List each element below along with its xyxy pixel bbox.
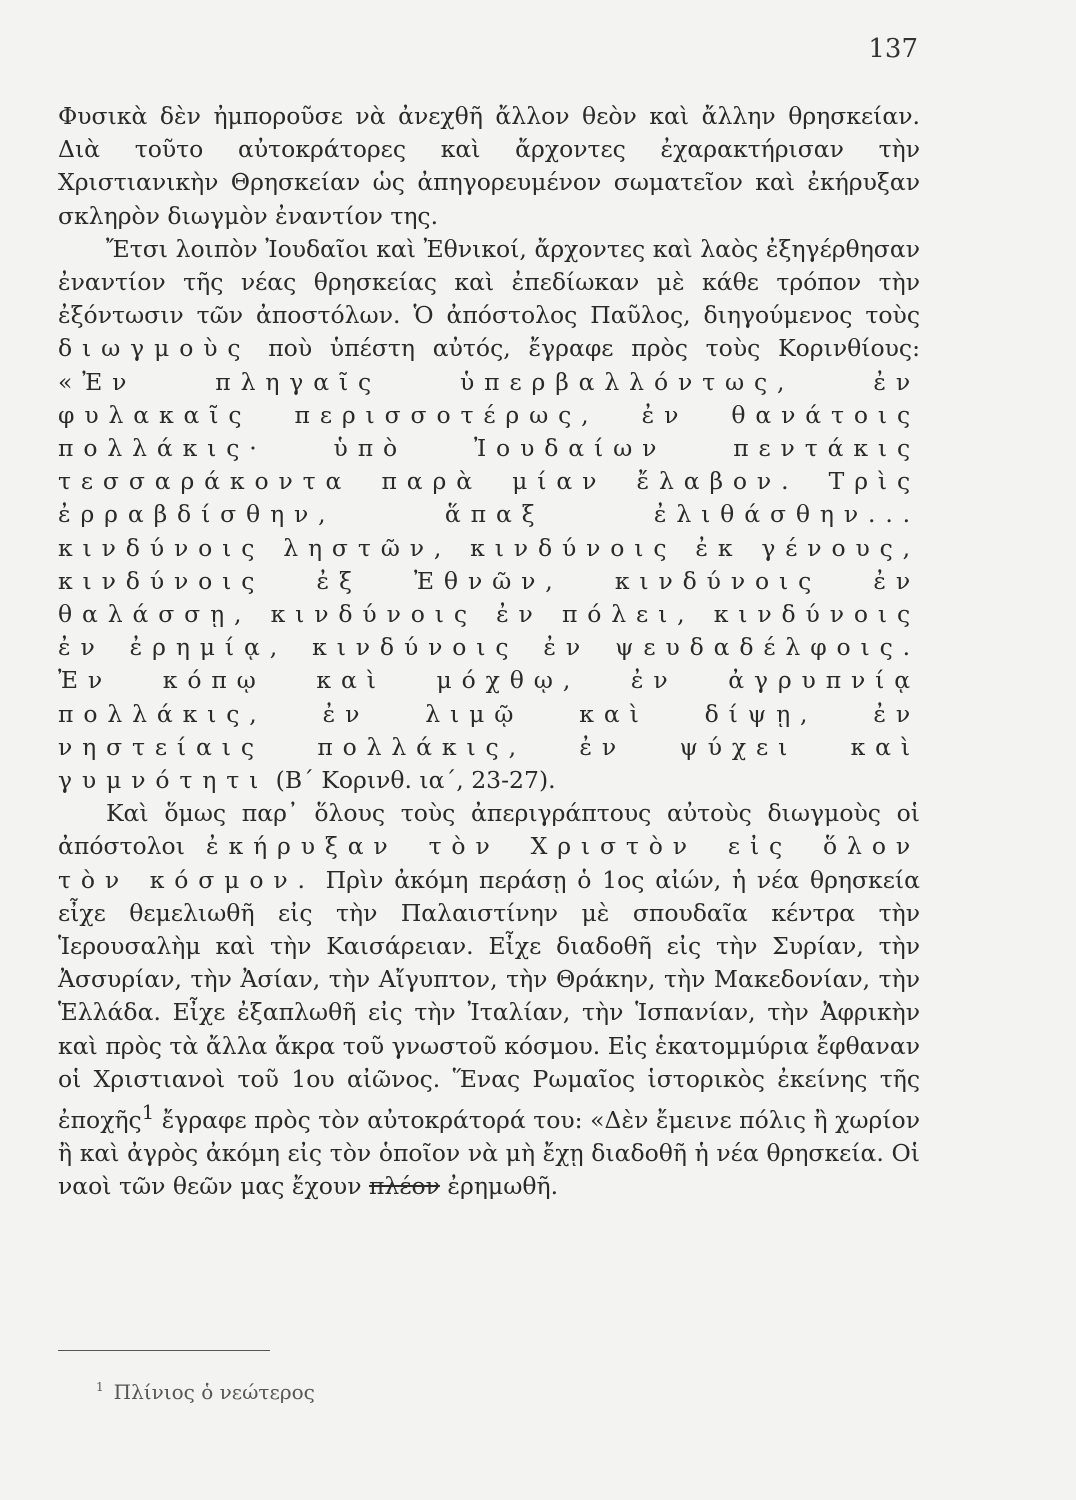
footnote-mark: 1: [96, 1380, 104, 1395]
emphasized-word: διωγμοὺς: [58, 334, 251, 363]
paragraph-3-text: Πρὶν ἀκόμη περάσῃ ὁ 1ος αἰών, ἡ νέα θρησκεία εἶχε θεμελιωθῆ εἰς τὴν Παλαιστίνην μὲ σπουδαῖα κέντρα τὴν Ἱερουσαλὴμ καὶ τὴν Καισάρειαν. Εἶχε διαδοθῆ εἰς τὴν Συρίαν, τὴν Ἀσσυρίαν, τὴν Ἀσίαν, τὴν Αἴγυπτον, τὴν Θράκην, τὴν Μακεδονίαν, τὴν Ἑλλάδα. Εἶχε ἐξαπλωθῆ εἰς τὴν Ἰταλίαν, τὴν Ἱσπανίαν, τὴν Ἀφρικὴν καὶ πρὸς τὰ ἄλλα ἄκρα τοῦ γνωστοῦ κόσμου. Εἰς ἑκατομμύρια ἔφθαναν οἱ Χριστιανοὶ τοῦ 1ου αἰῶνος. Ἕνας Ρωμαῖος ἱστορικὸς ἐκείνης τῆς ἐποχῆς: [58, 865, 920, 1134]
footnote-divider: [58, 1350, 270, 1351]
struck-word: πλέον: [368, 1172, 440, 1201]
paragraph-3-text-cont: ἔγραφε πρὸς τὸν αὐτοκράτορά του: «Δὲν ἔμεινε πόλις ἢ χωρίον ἢ καὶ ἀγρὸς ἀκόμη εἰς τὸν ὁποῖον νὰ μὴ ἔχῃ διαδοθῆ ἡ νέα θρησκεία. Οἱ ναοὶ τῶν θεῶν μας ἔχουν: [58, 1105, 920, 1201]
scripture-quote: «Ἐν πληγαῖς ὑπερβαλλόντως, ἐν φυλακαῖς περισσοτέρως, ἐν θανάτοις πολλάκις· ὑπὸ Ἰουδαίων πεντάκις τεσσαράκοντα παρὰ μίαν ἔλαβον. Τρὶς ἐρραβδίσθην, ἅπαξ ἐλιθάσθην... κινδύνοις ληστῶν, κινδύνοις ἐκ γένους, κινδύνοις ἐξ Ἐθνῶν, κινδύνοις ἐν θαλάσσῃ, κινδύνοις ἐν πόλει, κινδύνοις ἐν ἐρημίᾳ, κινδύνοις ἐν ψευδαδέλφοις. Ἐν κόπῳ καὶ μόχθῳ, ἐν ἀγρυπνίᾳ πολλάκις, ἐν λιμῷ καὶ δίψῃ, ἐν νηστείαις πολλάκις, ἐν ψύχει καὶ γυμνότητι: [58, 367, 920, 795]
footnote-reference: 1: [141, 1101, 155, 1125]
emphasized-phrase: ἐκήρυξαν τὸν Χριστὸν εἰς ὅλον τὸν κόσμον.: [58, 832, 920, 894]
paragraph-3-end: ἐρημωθῆ.: [447, 1172, 559, 1201]
paragraph-1: Φυσικὰ δὲν ἠμποροῦσε νὰ ἀνεχθῆ ἄλλον θεὸν καὶ ἄλλην θρησκείαν. Διὰ τοῦτο αὐτοκράτορες καὶ ἄρχοντες ἐχαρακτήρισαν τὴν Χριστιανικὴν Θρησκείαν ὡς ἀπηγορευμένον σωματεῖον καὶ ἐκήρυξαν σκληρὸν διωγμὸν ἐναντίον της.: [58, 102, 920, 230]
footnote-text: Πλίνιος ὁ νεώτερος: [113, 1380, 315, 1404]
paragraph-2: [58, 233, 920, 797]
paragraph-3-intro: Καὶ ὅμως παρ᾽ ὅλους τοὺς ἀπεριγράπτους αὐτοὺς διωγμοὺς οἱ ἀπόστολοι: [58, 799, 920, 861]
paragraph-2-mid: ποὺ ὑπέστη αὐτός, ἔγραφε πρὸς τοὺς Κορινθίους:: [268, 334, 920, 363]
footnote: [96, 1380, 315, 1404]
page-number: 137: [868, 34, 918, 64]
scripture-reference: (Β΄ Κορινθ. ια΄, 23-27).: [275, 766, 556, 795]
paragraph-3: [58, 797, 920, 1203]
body-text: [58, 100, 920, 1204]
paragraph-2-intro: Ἔτσι λοιπὸν Ἰουδαῖοι καὶ Ἐθνικοί, ἄρχοντες καὶ λαὸς ἐξηγέρθησαν ἐναντίον τῆς νέας θρησκείας καὶ ἐπεδίωκαν μὲ κάθε τρόπον τὴν ἐξόντωσιν τῶν ἀποστόλων. Ὁ ἀπόστολος Παῦλος, διηγούμενος τοὺς: [58, 234, 920, 330]
